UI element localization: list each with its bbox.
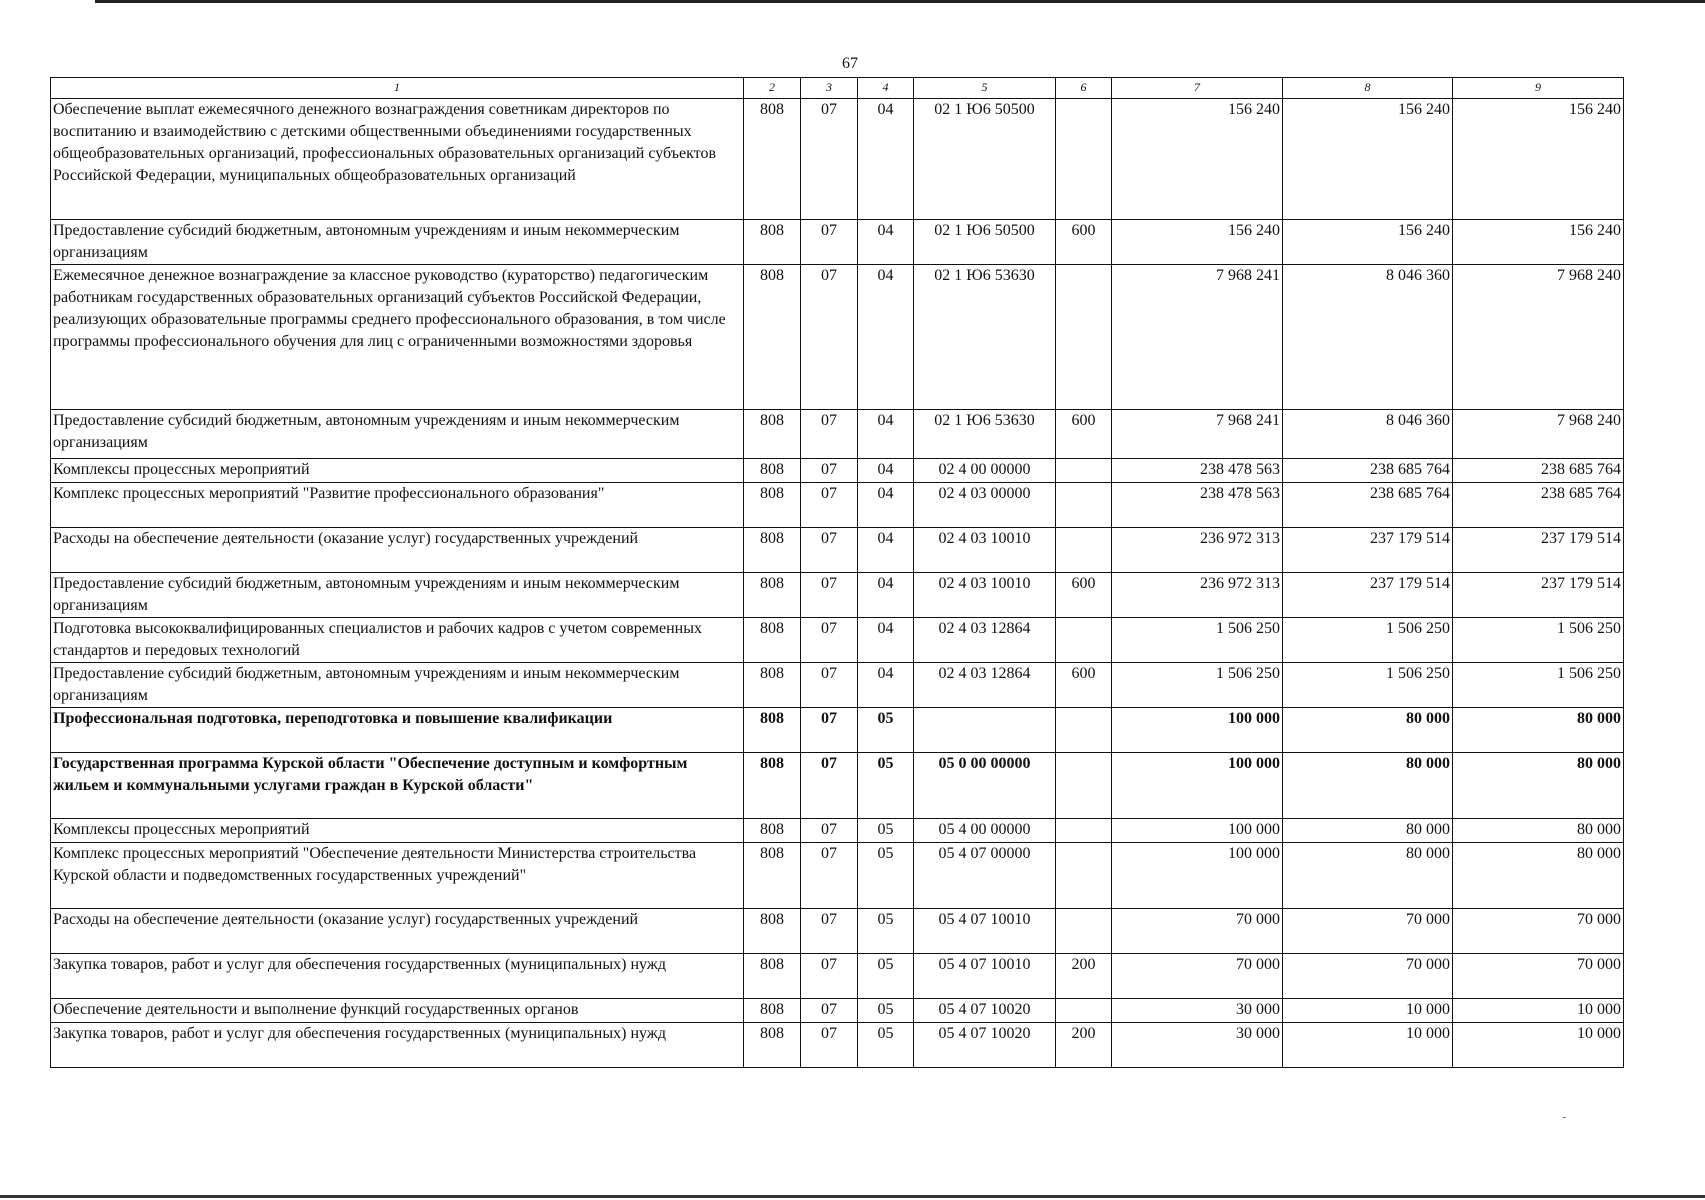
row-pr-cell: 05 (858, 999, 914, 1023)
row-name-cell: Предоставление субсидий бюджетным, автономным учреждениям и иным некоммерческим организациям (51, 220, 744, 265)
row-amount-col7: 30 000 (1112, 1023, 1283, 1068)
row-amount-col8: 70 000 (1283, 954, 1453, 999)
row-name-cell: Профессиональная подготовка, переподготовка и повышение квалификации (51, 708, 744, 753)
row-pr-cell: 04 (858, 663, 914, 708)
header-col-3: 3 (801, 78, 858, 99)
row-rz-cell: 07 (801, 99, 858, 220)
row-gr-cell: 808 (744, 999, 801, 1023)
table-row (51, 708, 1624, 753)
table-row (51, 1023, 1624, 1068)
row-gr-cell: 808 (744, 954, 801, 999)
row-csr-cell: 05 4 07 00000 (914, 843, 1056, 909)
row-csr-cell: 02 1 Ю6 53630 (914, 265, 1056, 410)
row-vr-cell: 600 (1056, 573, 1112, 618)
row-name-cell: Закупка товаров, работ и услуг для обеспечения государственных (муниципальных) нужд (51, 1023, 744, 1068)
row-gr-cell: 808 (744, 663, 801, 708)
row-rz-cell: 07 (801, 220, 858, 265)
row-vr-cell (1056, 999, 1112, 1023)
row-rz-cell: 07 (801, 954, 858, 999)
table-row (51, 819, 1624, 843)
header-col-8: 8 (1283, 78, 1453, 99)
row-gr-cell: 808 (744, 708, 801, 753)
row-pr-cell: 05 (858, 843, 914, 909)
row-vr-cell (1056, 459, 1112, 483)
row-amount-col7: 100 000 (1112, 843, 1283, 909)
row-amount-col7: 236 972 313 (1112, 528, 1283, 573)
row-amount-col9: 1 506 250 (1453, 618, 1624, 663)
row-amount-col7: 7 968 241 (1112, 265, 1283, 410)
row-amount-col9: 70 000 (1453, 954, 1624, 999)
row-amount-col8: 10 000 (1283, 1023, 1453, 1068)
row-gr-cell: 808 (744, 265, 801, 410)
header-col-4: 4 (858, 78, 914, 99)
row-amount-col9: 10 000 (1453, 1023, 1624, 1068)
row-name-cell: Предоставление субсидий бюджетным, автономным учреждениям и иным некоммерческим организациям (51, 410, 744, 459)
row-pr-cell: 04 (858, 265, 914, 410)
row-amount-col7: 100 000 (1112, 753, 1283, 819)
row-name-cell: Обеспечение деятельности и выполнение функций государственных органов (51, 999, 744, 1023)
row-csr-cell: 02 4 03 10010 (914, 528, 1056, 573)
row-amount-col7: 238 478 563 (1112, 459, 1283, 483)
row-amount-col7: 1 506 250 (1112, 663, 1283, 708)
row-name-cell: Ежемесячное денежное вознаграждение за классное руководство (кураторство) педагогическим работникам государственных образовательных организаций субъектов Российской Федерации, реализующих образовательные программы среднего профессионального образования, в том числе программы профессионального обучения для лиц с ограниченными возможностями здоровья (51, 265, 744, 410)
row-amount-col9: 80 000 (1453, 753, 1624, 819)
row-gr-cell: 808 (744, 819, 801, 843)
row-amount-col8: 1 506 250 (1283, 618, 1453, 663)
row-rz-cell: 07 (801, 483, 858, 528)
row-rz-cell: 07 (801, 999, 858, 1023)
row-amount-col9: 156 240 (1453, 220, 1624, 265)
row-name-cell: Комплекс процессных мероприятий "Обеспечение деятельности Министерства строительства Курской области и подведомственных государственных учреждений" (51, 843, 744, 909)
row-amount-col9: 80 000 (1453, 819, 1624, 843)
row-vr-cell: 600 (1056, 220, 1112, 265)
row-amount-col8: 8 046 360 (1283, 410, 1453, 459)
row-amount-col8: 80 000 (1283, 819, 1453, 843)
row-amount-col7: 30 000 (1112, 999, 1283, 1023)
row-pr-cell: 05 (858, 909, 914, 954)
row-rz-cell: 07 (801, 753, 858, 819)
table-row (51, 909, 1624, 954)
bottom-scan-border (0, 1195, 1705, 1198)
header-col-2: 2 (744, 78, 801, 99)
row-name-cell: Предоставление субсидий бюджетным, автономным учреждениям и иным некоммерческим организациям (51, 663, 744, 708)
row-vr-cell: 600 (1056, 410, 1112, 459)
table-row (51, 663, 1624, 708)
row-csr-cell: 05 4 00 00000 (914, 819, 1056, 843)
row-amount-col7: 70 000 (1112, 954, 1283, 999)
row-amount-col9: 10 000 (1453, 999, 1624, 1023)
table-row (51, 410, 1624, 459)
row-rz-cell: 07 (801, 573, 858, 618)
row-pr-cell: 04 (858, 220, 914, 265)
row-name-cell: Комплекс процессных мероприятий "Развитие профессионального образования" (51, 483, 744, 528)
row-amount-col9: 70 000 (1453, 909, 1624, 954)
row-pr-cell: 05 (858, 1023, 914, 1068)
row-name-cell: Расходы на обеспечение деятельности (оказание услуг) государственных учреждений (51, 909, 744, 954)
row-gr-cell: 808 (744, 220, 801, 265)
row-vr-cell (1056, 753, 1112, 819)
row-rz-cell: 07 (801, 1023, 858, 1068)
header-col-1: 1 (51, 78, 744, 99)
row-gr-cell: 808 (744, 573, 801, 618)
row-rz-cell: 07 (801, 410, 858, 459)
row-vr-cell (1056, 819, 1112, 843)
row-amount-col7: 156 240 (1112, 99, 1283, 220)
row-csr-cell: 02 4 03 12864 (914, 618, 1056, 663)
row-amount-col7: 156 240 (1112, 220, 1283, 265)
row-csr-cell: 02 4 00 00000 (914, 459, 1056, 483)
row-pr-cell: 04 (858, 618, 914, 663)
table-row (51, 220, 1624, 265)
row-amount-col8: 156 240 (1283, 99, 1453, 220)
row-name-cell: Расходы на обеспечение деятельности (оказание услуг) государственных учреждений (51, 528, 744, 573)
header-col-9: 9 (1453, 78, 1624, 99)
table-row (51, 999, 1624, 1023)
row-vr-cell (1056, 618, 1112, 663)
row-amount-col8: 80 000 (1283, 843, 1453, 909)
row-amount-col8: 70 000 (1283, 909, 1453, 954)
row-amount-col7: 238 478 563 (1112, 483, 1283, 528)
row-amount-col9: 156 240 (1453, 99, 1624, 220)
row-amount-col9: 238 685 764 (1453, 459, 1624, 483)
table-body (51, 99, 1624, 1068)
row-amount-col9: 237 179 514 (1453, 528, 1624, 573)
row-amount-col9: 237 179 514 (1453, 573, 1624, 618)
row-gr-cell: 808 (744, 753, 801, 819)
table-row (51, 459, 1624, 483)
header-col-5: 5 (914, 78, 1056, 99)
row-csr-cell: 05 4 07 10010 (914, 909, 1056, 954)
table-row (51, 573, 1624, 618)
row-amount-col8: 237 179 514 (1283, 573, 1453, 618)
row-csr-cell: 05 4 07 10010 (914, 954, 1056, 999)
header-row (51, 78, 1624, 99)
row-vr-cell (1056, 483, 1112, 528)
budget-table (50, 77, 1624, 1068)
row-gr-cell: 808 (744, 528, 801, 573)
scan-speck (1563, 1117, 1566, 1118)
row-vr-cell: 600 (1056, 663, 1112, 708)
row-rz-cell: 07 (801, 708, 858, 753)
row-amount-col7: 100 000 (1112, 819, 1283, 843)
row-csr-cell: 05 0 00 00000 (914, 753, 1056, 819)
row-name-cell: Государственная программа Курской области "Обеспечение доступным и комфортным жильем и коммунальными услугами граждан в Курской области" (51, 753, 744, 819)
row-name-cell: Обеспечение выплат ежемесячного денежного вознаграждения советникам директоров по воспитанию и взаимодействию с детскими общественными объединениями государственных общеобразовательных организаций, профессиональных образовательных организаций субъектов Российской Федерации, муниципальных общеобразовательных организаций (51, 99, 744, 220)
header-col-6: 6 (1056, 78, 1112, 99)
row-amount-col9: 7 968 240 (1453, 265, 1624, 410)
row-amount-col9: 80 000 (1453, 843, 1624, 909)
row-vr-cell: 200 (1056, 1023, 1112, 1068)
row-gr-cell: 808 (744, 909, 801, 954)
row-rz-cell: 07 (801, 459, 858, 483)
row-name-cell: Закупка товаров, работ и услуг для обеспечения государственных (муниципальных) нужд (51, 954, 744, 999)
row-vr-cell (1056, 909, 1112, 954)
row-name-cell: Комплексы процессных мероприятий (51, 819, 744, 843)
row-vr-cell (1056, 99, 1112, 220)
row-gr-cell: 808 (744, 1023, 801, 1068)
row-rz-cell: 07 (801, 265, 858, 410)
row-pr-cell: 04 (858, 99, 914, 220)
row-amount-col8: 156 240 (1283, 220, 1453, 265)
row-vr-cell (1056, 528, 1112, 573)
row-amount-col8: 238 685 764 (1283, 459, 1453, 483)
row-csr-cell: 02 4 03 12864 (914, 663, 1056, 708)
row-pr-cell: 05 (858, 954, 914, 999)
table-row (51, 99, 1624, 220)
row-amount-col7: 236 972 313 (1112, 573, 1283, 618)
row-pr-cell: 05 (858, 708, 914, 753)
row-amount-col9: 80 000 (1453, 708, 1624, 753)
row-amount-col8: 80 000 (1283, 753, 1453, 819)
row-csr-cell: 05 4 07 10020 (914, 1023, 1056, 1068)
row-amount-col7: 7 968 241 (1112, 410, 1283, 459)
row-csr-cell (914, 708, 1056, 753)
row-name-cell: Комплексы процессных мероприятий (51, 459, 744, 483)
row-pr-cell: 04 (858, 573, 914, 618)
table-row (51, 528, 1624, 573)
row-gr-cell: 808 (744, 483, 801, 528)
row-amount-col8: 237 179 514 (1283, 528, 1453, 573)
row-amount-col7: 100 000 (1112, 708, 1283, 753)
row-pr-cell: 04 (858, 410, 914, 459)
table-row (51, 753, 1624, 819)
row-csr-cell: 05 4 07 10020 (914, 999, 1056, 1023)
row-vr-cell: 200 (1056, 954, 1112, 999)
row-gr-cell: 808 (744, 843, 801, 909)
row-name-cell: Подготовка высококвалифицированных специалистов и рабочих кадров с учетом современных стандартов и передовых технологий (51, 618, 744, 663)
table-row (51, 954, 1624, 999)
row-amount-col8: 8 046 360 (1283, 265, 1453, 410)
row-pr-cell: 04 (858, 483, 914, 528)
row-vr-cell (1056, 265, 1112, 410)
row-amount-col9: 238 685 764 (1453, 483, 1624, 528)
row-gr-cell: 808 (744, 459, 801, 483)
row-gr-cell: 808 (744, 410, 801, 459)
row-csr-cell: 02 1 Ю6 50500 (914, 99, 1056, 220)
row-vr-cell (1056, 708, 1112, 753)
row-rz-cell: 07 (801, 843, 858, 909)
row-rz-cell: 07 (801, 663, 858, 708)
row-rz-cell: 07 (801, 909, 858, 954)
row-amount-col9: 1 506 250 (1453, 663, 1624, 708)
row-csr-cell: 02 1 Ю6 50500 (914, 220, 1056, 265)
row-amount-col8: 80 000 (1283, 708, 1453, 753)
page-number: 67 (842, 55, 858, 72)
row-vr-cell (1056, 843, 1112, 909)
row-amount-col7: 1 506 250 (1112, 618, 1283, 663)
row-name-cell: Предоставление субсидий бюджетным, автономным учреждениям и иным некоммерческим организациям (51, 573, 744, 618)
row-csr-cell: 02 4 03 00000 (914, 483, 1056, 528)
header-col-7: 7 (1112, 78, 1283, 99)
table-row (51, 843, 1624, 909)
row-amount-col7: 70 000 (1112, 909, 1283, 954)
row-pr-cell: 04 (858, 459, 914, 483)
row-rz-cell: 07 (801, 819, 858, 843)
top-scan-border (95, 0, 1705, 3)
row-gr-cell: 808 (744, 99, 801, 220)
row-amount-col9: 7 968 240 (1453, 410, 1624, 459)
row-csr-cell: 02 1 Ю6 53630 (914, 410, 1056, 459)
row-rz-cell: 07 (801, 528, 858, 573)
row-gr-cell: 808 (744, 618, 801, 663)
table-row (51, 265, 1624, 410)
row-csr-cell: 02 4 03 10010 (914, 573, 1056, 618)
row-pr-cell: 04 (858, 528, 914, 573)
row-amount-col8: 1 506 250 (1283, 663, 1453, 708)
row-amount-col8: 10 000 (1283, 999, 1453, 1023)
table-row (51, 618, 1624, 663)
row-amount-col8: 238 685 764 (1283, 483, 1453, 528)
table-row (51, 483, 1624, 528)
row-pr-cell: 05 (858, 819, 914, 843)
row-pr-cell: 05 (858, 753, 914, 819)
row-rz-cell: 07 (801, 618, 858, 663)
